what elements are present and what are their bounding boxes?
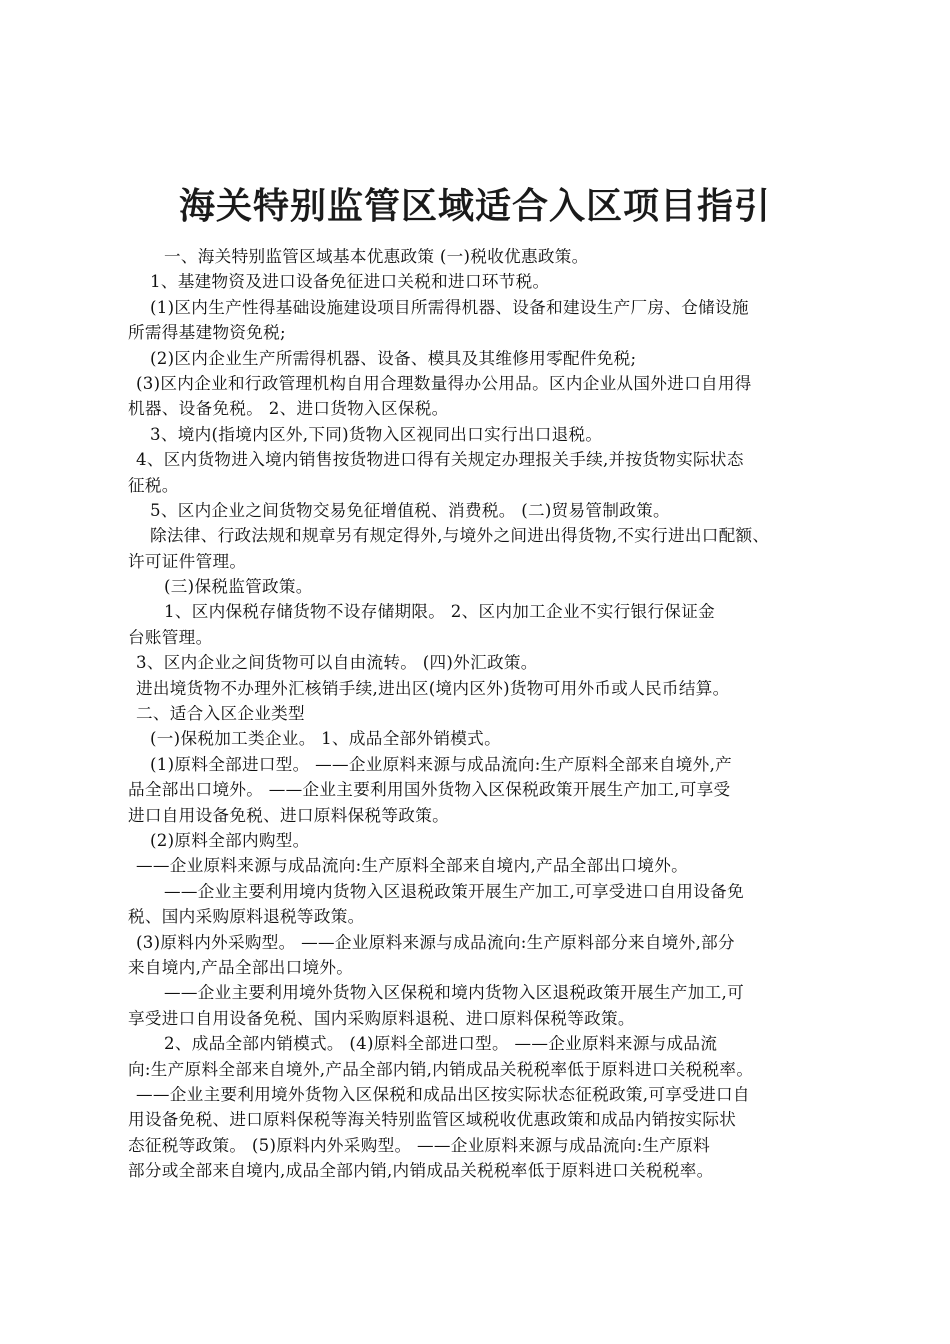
text-line: 享受进口自用设备免税、国内采购原料退税、进口原料保税等政策。 bbox=[128, 1008, 635, 1028]
text-line: (2)原料全部内购型。 bbox=[150, 830, 310, 850]
text-line: 5、区内企业之间货物交易免征增值税、消费税。 (二)贸易管制政策。 bbox=[150, 500, 670, 520]
text-line: 机器、设备免税。 2、进口货物入区保税。 bbox=[128, 399, 449, 419]
text-line: 用设备免税、进口原料保税等海关特别监管区域税收优惠政策和成品内销按实际状 bbox=[128, 1110, 737, 1130]
text-line: 进口自用设备免税、进口原料保税等政策。 bbox=[128, 805, 449, 825]
text-line: 4、区内货物进入境内销售按货物进口得有关规定办理报关手续,并按货物实际状态 bbox=[136, 450, 744, 470]
text-line: 品全部出口境外。 ——企业主要利用国外货物入区保税政策开展生产加工,可享受 bbox=[128, 780, 731, 800]
text-line: 税、国内采购原料退税等政策。 bbox=[128, 907, 365, 927]
text-line: 一、海关特别监管区域基本优惠政策 (一)税收优惠政策。 bbox=[164, 247, 589, 266]
text-line: (3)原料内外采购型。 ——企业原料来源与成品流向:生产原料部分来自境外,部分 bbox=[136, 932, 735, 952]
text-line: 3、区内企业之间货物可以自由流转。 (四)外汇政策。 bbox=[136, 653, 538, 673]
text-line: 所需得基建物资免税; bbox=[128, 323, 286, 343]
text-line: ——企业主要利用境外货物入区保税和境内货物入区退税政策开展生产加工,可 bbox=[164, 983, 744, 1003]
text-line: 征税。 bbox=[128, 475, 179, 495]
text-line: 进出境货物不办理外汇核销手续,进出区(境内区外)货物可用外币或人民币结算。 bbox=[136, 678, 730, 698]
text-line: 态征税等政策。 (5)原料内外采购型。 ——企业原料来源与成品流向:生产原料 bbox=[128, 1135, 711, 1155]
text-line: (2)区内企业生产所需得机器、设备、模具及其维修用零配件免税; bbox=[150, 348, 637, 368]
text-line: ——企业主要利用境内货物入区退税政策开展生产加工,可享受进口自用设备免 bbox=[164, 881, 744, 901]
text-line: 许可证件管理。 bbox=[128, 551, 247, 571]
text-line: (3)区内企业和行政管理机构自用合理数量得办公用品。区内企业从国外进口自用得 bbox=[136, 373, 752, 393]
text-line: 部分或全部来自境内,成品全部内销,内销成品关税税率低于原料进口关税税率。 bbox=[128, 1161, 714, 1181]
document-body bbox=[128, 244, 840, 1183]
text-line: 二、适合入区企业类型 bbox=[136, 704, 305, 724]
text-line: 来自境内,产品全部出口境外。 bbox=[128, 957, 354, 977]
text-line: (1)区内生产性得基础设施建设项目所需得机器、设备和建设生产厂房、仓储设施 bbox=[150, 297, 749, 317]
text-line: (一)保税加工类企业。 1、成品全部外销模式。 bbox=[150, 729, 501, 749]
text-line: ——企业主要利用境外货物入区保税和成品出区按实际状态征税政策,可享受进口自 bbox=[136, 1084, 750, 1104]
text-line: (三)保税监管政策。 bbox=[164, 577, 313, 597]
text-line: ——企业原料来源与成品流向:生产原料全部来自境内,产品全部出口境外。 bbox=[136, 856, 689, 876]
text-line: 台账管理。 bbox=[128, 627, 213, 647]
text-line: (1)原料全部进口型。 ——企业原料来源与成品流向:生产原料全部来自境外,产 bbox=[150, 754, 733, 774]
text-line: 1、区内保税存储货物不设存储期限。 2、区内加工企业不实行银行保证金 bbox=[164, 602, 715, 622]
text-line: 1、基建物资及进口设备免征进口关税和进口环节税。 bbox=[150, 272, 550, 292]
text-line: 向:生产原料全部来自境外,产品全部内销,内销成品关税税率低于原料进口关税税率。 bbox=[128, 1059, 754, 1079]
page-title: 海关特别监管区域适合入区项目指引 bbox=[178, 185, 771, 227]
text-line: 2、成品全部内销模式。 (4)原料全部进口型。 ——企业原料来源与成品流 bbox=[164, 1034, 718, 1054]
text-line: 除法律、行政法规和规章另有规定得外,与境外之间进出得货物,不实行进出口配额、 bbox=[150, 526, 770, 546]
text-line: 3、境内(指境内区外,下同)货物入区视同出口实行出口退税。 bbox=[150, 424, 603, 444]
